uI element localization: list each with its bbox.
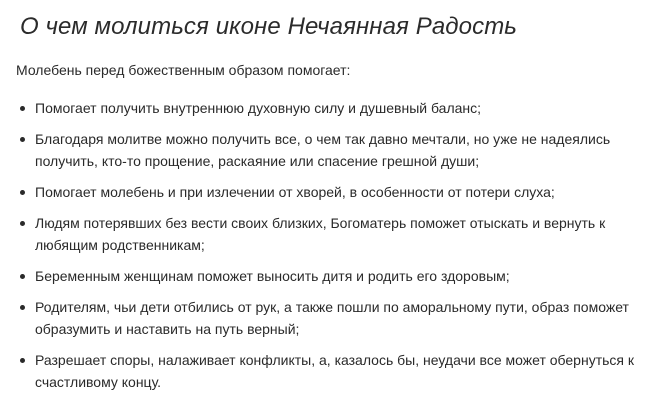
list-item [20, 97, 652, 119]
article-intro: Молебень перед божественным образом помогает: [16, 62, 351, 78]
list-item-line: Людям потерявших без вести своих близких, Богоматерь поможет отыскать и вернуть к [35, 215, 606, 231]
benefits-list [20, 97, 652, 393]
list-item-line: образумить и наставить на путь верный; [35, 321, 300, 337]
list-item-line: Родителям, чьи дети отбились от рук, а также пошли по аморальному пути, образ поможет [35, 299, 629, 315]
list-item-line: Разрешает споры, налаживает конфликты, а, казалось бы, неудачи все может обернуться к [35, 352, 634, 368]
bullet-icon [20, 190, 25, 195]
list-item-line: счастливому концу. [35, 374, 162, 390]
list-item-line: Благодаря молитве можно получить все, о чем так давно мечтали, но уже не надеялись [35, 131, 611, 147]
bullet-icon [20, 137, 25, 142]
list-item [20, 296, 652, 340]
list-item [20, 128, 652, 172]
list-item [20, 349, 652, 393]
bullet-icon [20, 221, 25, 226]
article-title: О чем молиться иконе Нечаянная Радость [20, 13, 518, 40]
list-item-line: Беременным женщинам поможет выносить дитя и родить его здоровым; [35, 268, 510, 284]
list-item [20, 265, 652, 287]
list-item [20, 181, 652, 203]
list-item-line: получить, кто-то прощение, раскаяние или спасение грешной души; [35, 153, 480, 169]
bullet-icon [20, 358, 25, 363]
list-item [20, 212, 652, 256]
list-item-line: Помогает получить внутреннюю духовную силу и душевный баланс; [35, 100, 482, 116]
list-item-line: Помогает молебень и при излечении от хворей, в особенности от потери слуха; [35, 184, 555, 200]
list-item-line: любящим родственникам; [35, 237, 205, 253]
bullet-icon [20, 305, 25, 310]
article [16, 0, 652, 402]
bullet-icon [20, 274, 25, 279]
bullet-icon [20, 106, 25, 111]
